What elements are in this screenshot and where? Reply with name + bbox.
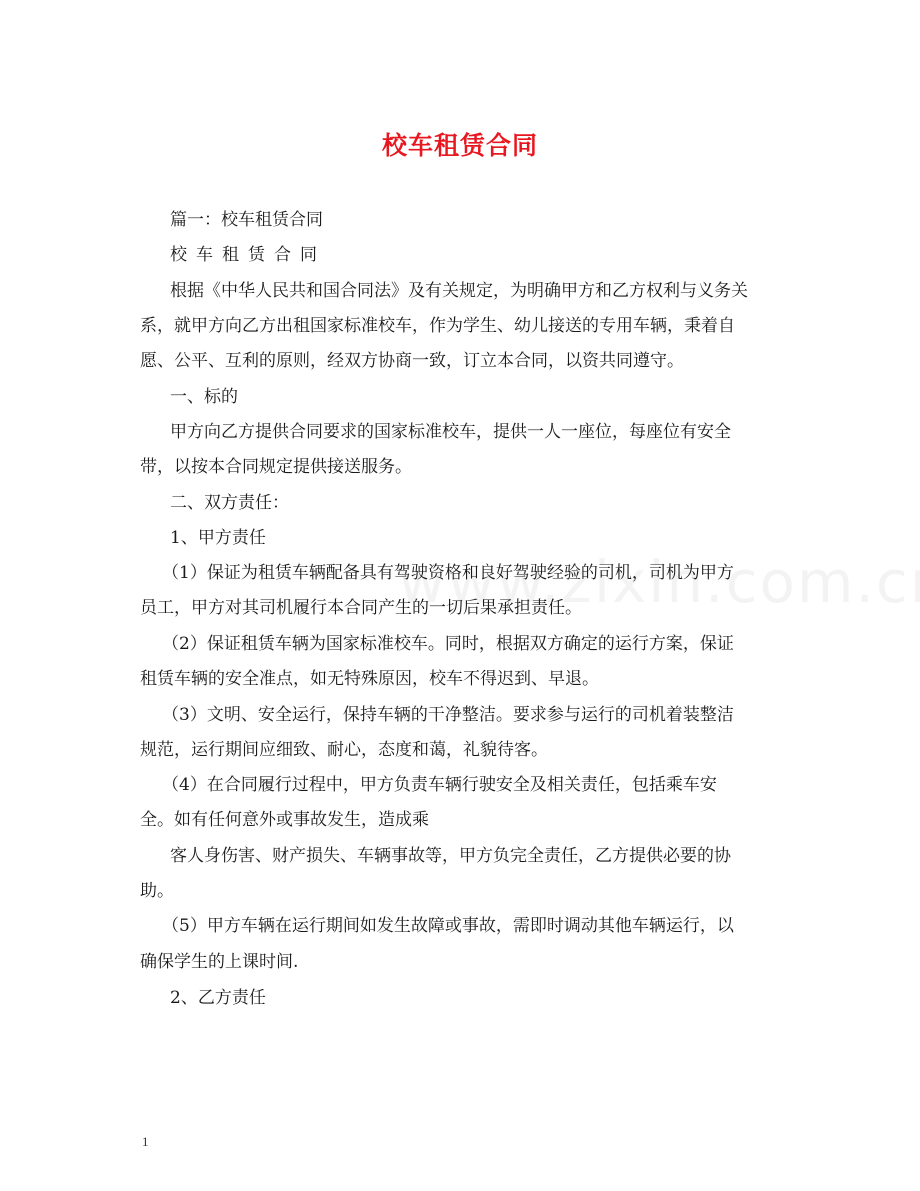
document-title: 校车租赁合同 <box>381 131 538 160</box>
clause-heading: 一、标的 <box>170 387 238 407</box>
paragraph-line: 员工，甲方对其司机履行本合同产生的一切后果承担责任。 <box>140 598 582 618</box>
paragraph-line: （5）甲方车辆在运行期间如发生故障或事故，需即时调动其他车辆运行，以 <box>162 916 734 936</box>
paragraph-line: 带，以按本合同规定提供接送服务。 <box>140 457 412 477</box>
paragraph-line: 客人身伤害、财产损失、车辆事故等，甲方负完全责任，乙方提供必要的协 <box>170 846 731 866</box>
paragraph-line: 甲方向乙方提供合同要求的国家标准校车，提供一人一座位，每座位有安全 <box>170 422 731 442</box>
paragraph-line: 愿、公平、互利的原则，经双方协商一致，订立本合同，以资共同遵守。 <box>140 351 684 371</box>
paragraph-line: 系，就甲方向乙方出租国家标准校车，作为学生、幼儿接送的专用车辆，秉着自 <box>140 316 735 336</box>
page-number: 1 <box>142 1134 149 1149</box>
paragraph-line: （1）保证为租赁车辆配备具有驾驶资格和良好驾驶经验的司机，司机为甲方 <box>162 563 734 583</box>
paragraph-line: 规范，运行期间应细致、耐心，态度和蔼，礼貌待客。 <box>140 740 548 760</box>
paragraph-line: 确保学生的上课时间. <box>140 952 299 972</box>
paragraph-line: 助。 <box>140 881 174 901</box>
paragraph-line: （3）文明、安全运行，保持车辆的干净整洁。要求参与运行的司机着装整洁 <box>162 705 734 725</box>
contract-subtitle: 校车租赁合同 <box>170 245 326 265</box>
paragraph-line: 全。如有任何意外或事故发生，造成乘 <box>140 810 429 830</box>
paragraph-line: 租赁车辆的安全准点，如无特殊原因，校车不得迟到、早退。 <box>140 669 599 689</box>
paragraph-line: 根据《中华人民共和国合同法》及有关规定，为明确甲方和乙方权利与义务关 <box>170 281 748 301</box>
clause-heading: 二、双方责任： <box>170 493 289 513</box>
section-heading: 篇一：校车租赁合同 <box>170 210 323 230</box>
sub-clause-heading: 2、乙方责任 <box>170 988 266 1008</box>
paragraph-line: （4）在合同履行过程中，甲方负责车辆行驶安全及相关责任，包括乘车安 <box>162 775 717 795</box>
paragraph-line: （2）保证租赁车辆为国家标准校车。同时，根据双方确定的运行方案，保证 <box>162 634 734 654</box>
sub-clause-heading: 1、甲方责任 <box>170 528 266 548</box>
